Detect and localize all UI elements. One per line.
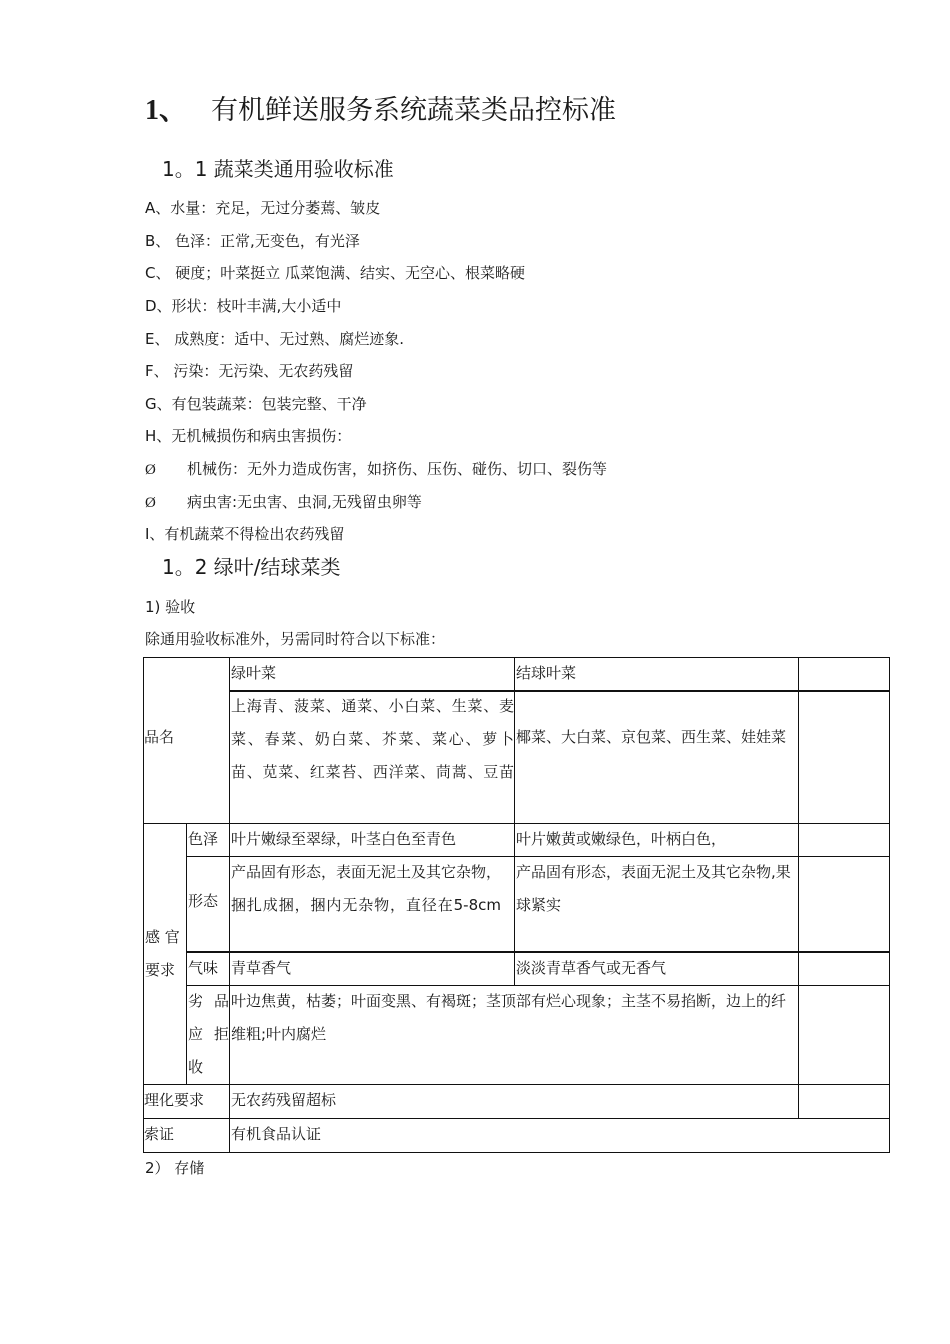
section-heading-1-2: 1。2 绿叶/结球菜类 — [162, 555, 341, 579]
criteria-item-f: F、 污染：无污染、无农药残留 — [145, 362, 354, 380]
col-header-head-leaf: 结球叶菜 — [516, 664, 577, 682]
criteria-item-d: D、形状：枝叶丰满,大小适中 — [145, 297, 342, 315]
criteria-item-h: H、无机械损伤和病虫害损伤： — [145, 427, 352, 445]
bullet-symbol: Ø — [145, 462, 156, 478]
row-label-sensory: 感 官要求 — [145, 928, 180, 979]
row-label-chemical: 理化要求 — [144, 1091, 205, 1109]
criteria-item-a: A、水量：充足，无过分萎蔫、皱皮 — [145, 199, 381, 217]
criteria-item-i: I、有机蔬菜不得检出农药残留 — [145, 525, 345, 543]
head-leaf-smell: 淡淡青草香气或无香气 — [516, 959, 667, 977]
row-label-certificate: 索证 — [144, 1125, 175, 1143]
subsection-storage: 2） 存储 — [145, 1159, 205, 1177]
green-leaf-color: 叶片嫩绿至翠绿，叶茎白色至青色 — [231, 830, 457, 848]
bullet-text: 机械伤：无外力造成伤害，如挤伤、压伤、碰伤、切口、裂伤等 — [187, 460, 608, 478]
criteria-item-b: B、 色泽：正常,无变色，有光泽 — [145, 232, 360, 250]
row-label-shape: 形态 — [188, 892, 219, 910]
bullet-text: 病虫害:无虫害、虫洞,无残留虫卵等 — [187, 493, 422, 511]
intro-text: 除通用验收标准外，另需同时符合以下标准： — [145, 630, 446, 648]
title-number: 1、 — [145, 95, 188, 126]
row-label-color: 色泽 — [188, 830, 219, 848]
section-heading-1-1: 1。1 蔬菜类通用验收标准 — [162, 157, 394, 181]
green-leaf-shape: 产品固有形态，表面无泥土及其它杂物，捆扎成捆，捆内无杂物，直径在5-8cm — [231, 863, 502, 914]
row-label-reject: 劣 品应 拒收 — [188, 992, 229, 1076]
green-leaf-names: 上海青、菠菜、通菜、小白菜、生菜、麦菜、春菜、奶白菜、芥菜、菜心、萝卜苗、苋菜、红菜苔、西洋菜、茼蒿、豆苗 — [231, 697, 514, 781]
head-leaf-shape: 产品固有形态，表面无泥土及其它杂物,果球紧实 — [516, 863, 791, 914]
head-leaf-color: 叶片嫩黄或嫩绿色，叶柄白色， — [516, 830, 727, 848]
document-title — [145, 88, 616, 128]
chemical-requirement: 无农药残留超标 — [231, 1091, 337, 1109]
head-leaf-names: 椰菜、大白菜、京包菜、西生菜、娃娃菜 — [516, 728, 787, 746]
row-label-product-name: 品名 — [144, 728, 175, 746]
row-label-smell: 气味 — [188, 959, 219, 977]
criteria-item-c: C、 硬度；叶菜挺立 瓜菜饱满、结实、无空心、根菜略硬 — [145, 264, 526, 282]
criteria-item-g: G、有包装蔬菜：包装完整、干净 — [145, 395, 367, 413]
green-leaf-smell: 青草香气 — [231, 959, 292, 977]
criteria-item-e: E、 成熟度：适中、无过熟、腐烂迹象. — [145, 330, 405, 348]
certificate-requirement: 有机食品认证 — [231, 1125, 322, 1143]
standards-table — [143, 657, 890, 1153]
bullet-item — [145, 458, 607, 479]
col-header-green-leaf: 绿叶菜 — [231, 664, 277, 682]
bullet-item — [145, 491, 422, 512]
bullet-symbol: Ø — [145, 495, 156, 511]
subsection-acceptance: 1) 验收 — [145, 598, 196, 616]
title-text: 有机鲜送服务系统蔬菜类品控标准 — [211, 95, 616, 126]
reject-criteria: 叶边焦黄，枯萎；叶面变黑、有褐斑；茎顶部有烂心现象；主茎不易掐断，边上的纤维粗;叶内腐烂 — [231, 992, 787, 1043]
